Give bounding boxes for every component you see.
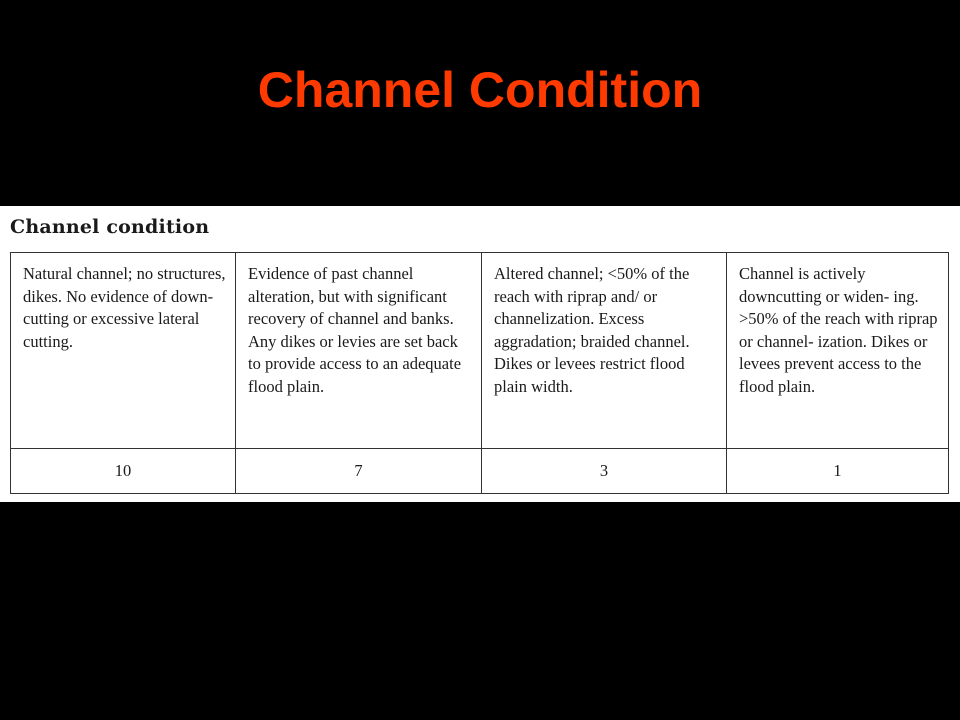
description-cell-4: Channel is actively downcutting or widen- ing. >50% of the reach with riprap or channel- ization. Dikes or levees prevent access to the flood plain. (727, 253, 949, 449)
condition-table-panel (0, 206, 960, 502)
description-row (11, 253, 949, 449)
score-cell-4: 1 (727, 449, 949, 494)
score-row (11, 449, 949, 494)
description-cell-2: Evidence of past channel alteration, but with significant recovery of channel and banks. Any dikes or levies are set back to provide access to an adequate flood plain. (236, 253, 482, 449)
score-cell-2: 7 (236, 449, 482, 494)
slide-title: Channel Condition (257, 62, 703, 118)
channel-condition-table (10, 252, 949, 494)
score-cell-1: 10 (11, 449, 236, 494)
table-heading: Channel condition (10, 216, 210, 238)
description-cell-1: Natural channel; no structures, dikes. No evidence of down- cutting or excessive lateral cutting. (11, 253, 236, 449)
description-cell-3: Altered channel; <50% of the reach with riprap and/ or channelization. Excess aggradation; braided channel. Dikes or levees restrict flood plain width. (482, 253, 727, 449)
score-cell-3: 3 (482, 449, 727, 494)
